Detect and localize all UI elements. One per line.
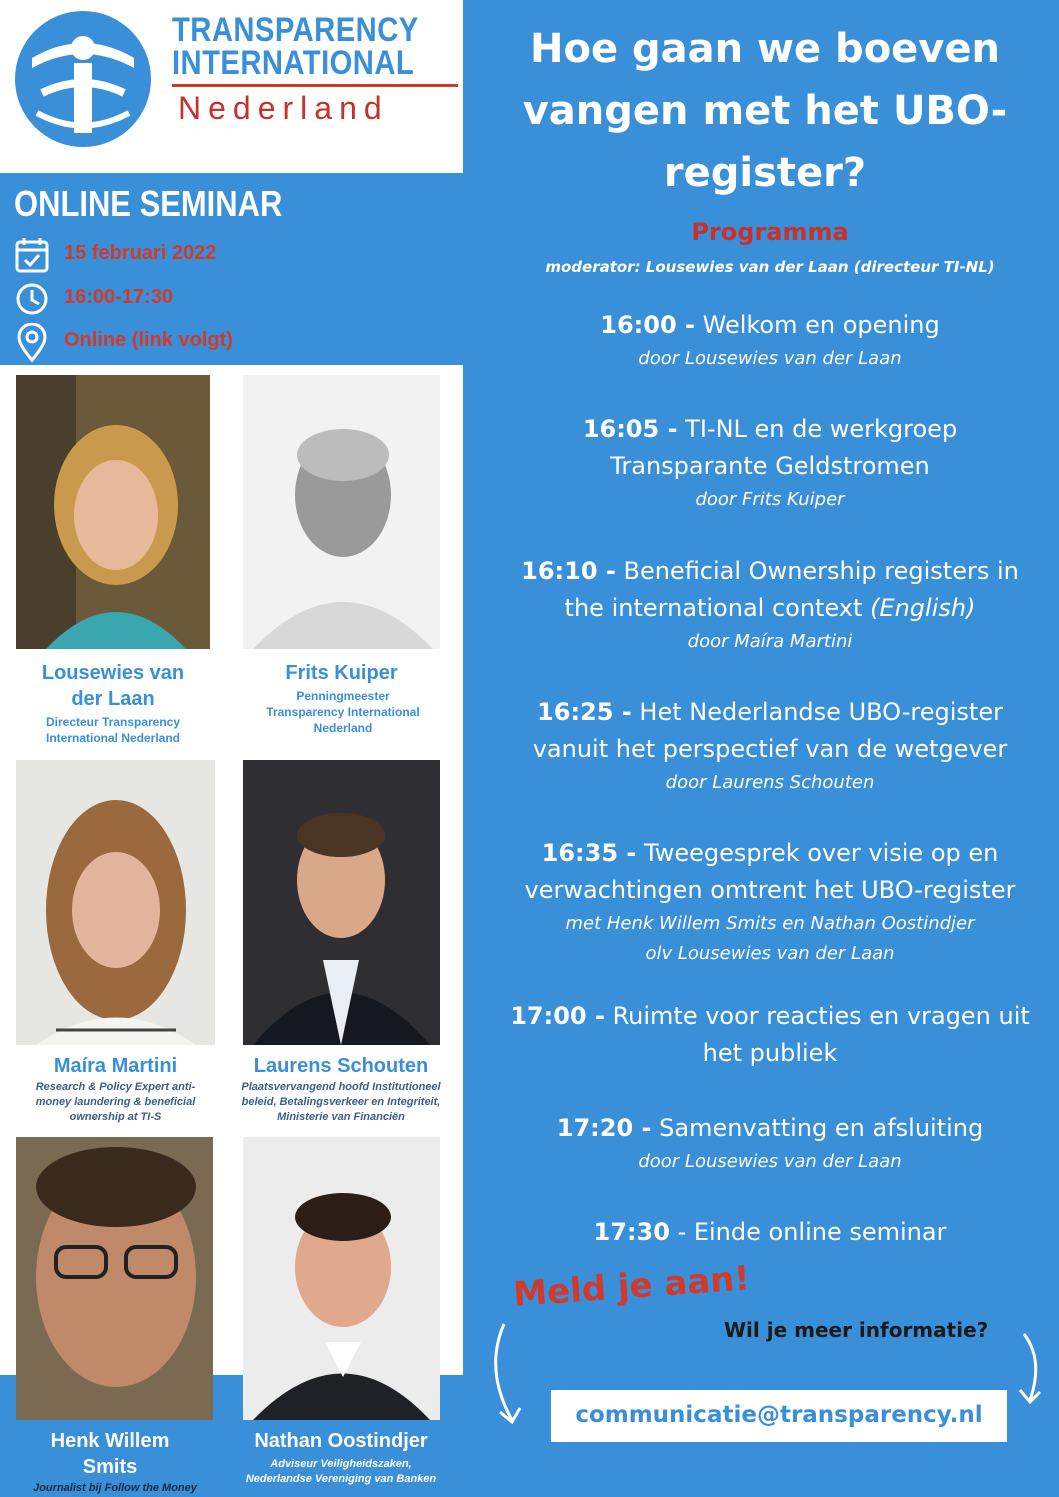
speaker-name-6: Nathan Oostindjer <box>254 1430 428 1452</box>
program-item-8: 17:30 - Einde online seminar <box>593 1218 947 1246</box>
event-type-heading: ONLINE SEMINAR <box>14 183 283 224</box>
speaker-photo-lousewies <box>16 375 210 649</box>
transparency-international-logo-icon <box>12 8 154 150</box>
clock-icon <box>14 280 50 318</box>
speaker-name-4: Laurens Schouten <box>253 1055 429 1077</box>
location-pin-icon <box>14 323 50 363</box>
event-location-row <box>14 323 454 361</box>
program-item-2: 16:05 - TI-NL en de werkgroep Transparante Geldstromen door Frits Kuiper <box>582 415 958 510</box>
speaker-photo-nathan <box>243 1137 440 1420</box>
event-date-row <box>14 236 454 274</box>
logo-text-nederland: Nederland <box>178 90 389 126</box>
arrow-right-icon <box>1010 1330 1050 1410</box>
speaker-photo-maira <box>16 760 215 1045</box>
speaker-name-2: Frits Kuiper <box>285 662 398 684</box>
program-item-1: 16:00 - Welkom en opening door Lousewies van der Laan <box>600 311 940 369</box>
calendar-icon <box>14 236 50 274</box>
event-time: 16:00-17:30 <box>64 286 173 308</box>
program-item-5: 16:35 - Tweegesprek over visie op en verwachtingen omtrent het UBO-register met Henk Willem Smits en Nathan Oostindjer olv Lousewies van der Laan <box>524 839 1016 964</box>
program-item-4: 16:25 - Het Nederlandse UBO-register vanuit het perspectief van de wetgever door Laurens Schouten <box>532 698 1008 793</box>
program-moderator: moderator: Lousewies van der Laan (directeur TI-NL) <box>545 258 995 276</box>
more-info-text: Wil je meer informatie? <box>724 1318 989 1342</box>
speaker-role-1: Directeur Transparency International Nederland <box>45 715 181 745</box>
email-link[interactable]: communicatie@transparency.nl <box>575 1402 983 1428</box>
arrow-left-icon <box>482 1320 532 1430</box>
speaker-role-2: Penningmeester Transparency International Nederland <box>266 689 420 735</box>
speaker-photo-henk <box>16 1137 213 1420</box>
logo-text-international: INTERNATIONAL <box>172 44 415 82</box>
speaker-role-6: Adviseur Veiligheidszaken, Nederlandse Vereniging van Banken <box>245 1458 437 1485</box>
program-item-7: 17:20 - Samenvatting en afsluiting door Lousewies van der Laan <box>556 1114 984 1172</box>
logo-divider <box>172 84 458 87</box>
speaker-role-4: Plaatsvervangend hoofd Institutioneel beleid, Betalingsverkeer en Integriteit, Ministerie van Financiën <box>241 1081 441 1123</box>
event-date: 15 februari 2022 <box>64 242 217 264</box>
speaker-name-3: Maíra Martini <box>53 1055 178 1077</box>
logo-header <box>0 0 463 173</box>
speaker-photo-frits <box>243 375 440 649</box>
program-heading: Programma <box>691 218 849 246</box>
speaker-name-1: Lousewies van der Laan <box>41 662 185 710</box>
signup-callout: Meld je aan! <box>512 1258 752 1315</box>
program-item-3: 16:10 - Beneficial Ownership registers in the international context (English) door Maíra Martini <box>521 557 1019 652</box>
event-location: Online (link volgt) <box>64 329 233 351</box>
email-box[interactable] <box>551 1390 1007 1442</box>
speaker-photo-laurens <box>243 760 440 1045</box>
speaker-role-5: Journalist bij Follow the Money <box>33 1482 197 1494</box>
program-item-6: 17:00 - Ruimte voor reacties en vragen uit het publiek <box>510 1002 1030 1067</box>
logo-text-transparency: TRANSPARENCY <box>172 11 419 49</box>
speaker-role-3: Research & Policy Expert anti- money laundering & beneficial ownership at TI-S <box>35 1081 196 1123</box>
event-time-row <box>14 280 454 318</box>
page-title: Hoe gaan we boeven vangen met het UBO- register? <box>522 26 1008 196</box>
speaker-name-5: Henk Willem Smits <box>50 1430 170 1478</box>
